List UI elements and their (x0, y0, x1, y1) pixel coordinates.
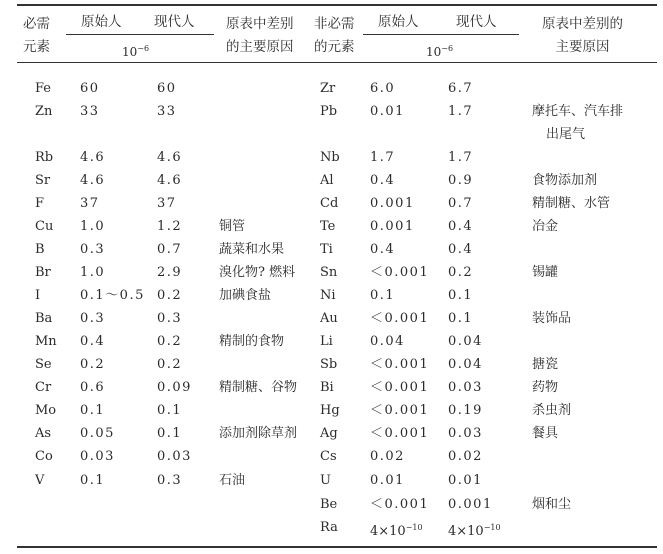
header-reason-left (226, 13, 294, 59)
primitive-value: 33 (80, 104, 100, 119)
element-cell: V (35, 473, 45, 488)
primitive-value: 4.6 (80, 150, 106, 165)
modern-value: 0.2 (157, 288, 183, 303)
element-cell: Nb (320, 150, 340, 165)
modern-value: 0.03 (157, 449, 192, 464)
header-underline-right (363, 34, 519, 35)
primitive-value: ＜0.001 (370, 403, 430, 418)
table-top-rule (17, 4, 657, 6)
reason-cell: 搪瓷 (532, 357, 559, 372)
primitive-value: 0.02 (370, 449, 405, 464)
reason-cell: 食物添加剂 (532, 173, 598, 188)
modern-value: 0.03 (448, 426, 483, 441)
modern-value: 0.04 (448, 357, 483, 372)
reason-cell: 石油 (219, 473, 246, 488)
reason-cell-line2: 出尾气 (546, 127, 586, 142)
header-underline-left (66, 34, 214, 35)
primitive-value: ＜0.001 (370, 265, 430, 280)
header-reason-right-line1: 原表中差别的 (542, 16, 623, 32)
modern-value: 4.6 (157, 150, 183, 165)
ra-primitive-base: 4×10 (370, 524, 406, 539)
element-cell: I (35, 288, 41, 303)
header-primitive-right: 原始人 (378, 14, 419, 30)
reason-cell: 烟和尘 (532, 497, 572, 512)
primitive-value: 0.1 (80, 473, 106, 488)
element-cell: Zr (320, 81, 336, 96)
primitive-value: 0.05 (80, 426, 115, 441)
modern-value: 0.19 (448, 403, 483, 418)
modern-value: 0.1 (157, 426, 183, 441)
primitive-value: 0.2 (80, 357, 106, 372)
reason-cell: 添加剂除草剂 (219, 426, 298, 441)
modern-value: 0.2 (448, 265, 474, 280)
element-cell: Bi (320, 380, 334, 395)
element-cell: Rb (35, 150, 54, 165)
primitive-value: ＜0.001 (370, 311, 430, 326)
header-primitive: 原始人 (81, 14, 122, 30)
header-reason-left-line1: 原表中差别 (226, 16, 294, 32)
header-element-label (23, 13, 50, 59)
element-cell: Cr (35, 380, 52, 395)
modern-value: 1.7 (448, 104, 474, 119)
element-cell: As (35, 426, 52, 441)
primitive-value: 0.4 (370, 242, 396, 257)
element-cell: Te (320, 219, 336, 234)
ra-primitive (370, 520, 423, 540)
header-reason-left-line2: 的主要原因 (226, 39, 294, 55)
element-cell: Br (35, 265, 51, 280)
reason-cell: 溴化物? 燃料 (219, 265, 296, 280)
element-cell: Ag (320, 426, 338, 441)
element-cell: Mo (35, 403, 57, 418)
primitive-value: 0.01 (370, 473, 405, 488)
element-cell: Li (320, 334, 333, 349)
header-reason-right (542, 13, 623, 59)
modern-value: 6.7 (448, 81, 474, 96)
element-cell: U (320, 473, 331, 488)
element-cell: Mn (35, 334, 57, 349)
ra-modern-base: 4×10 (448, 524, 484, 539)
element-cell: Sn (320, 265, 338, 280)
ra-modern-exp: −10 (483, 523, 501, 532)
modern-value: 0.3 (157, 473, 183, 488)
modern-value: 0.1 (448, 311, 474, 326)
primitive-value: ＜0.001 (370, 357, 430, 372)
modern-value: 0.2 (157, 357, 183, 372)
element-cell: B (35, 242, 45, 257)
modern-value: 0.04 (448, 334, 483, 349)
modern-value: 0.01 (448, 473, 483, 488)
primitive-value: 0.04 (370, 334, 405, 349)
reason-cell: 药物 (532, 380, 559, 395)
header-modern: 现代人 (154, 14, 195, 30)
element-cell: Cd (320, 196, 339, 211)
header-element-line1: 必需 (23, 16, 50, 32)
element-cell: Co (35, 449, 53, 464)
element-cell: Sr (35, 173, 51, 188)
modern-value: 0.001 (448, 497, 493, 512)
reason-cell: 精制糖、水管 (532, 196, 611, 211)
primitive-value: 0.03 (80, 449, 115, 464)
modern-value: 0.4 (448, 242, 474, 257)
primitive-value: 0.4 (370, 173, 396, 188)
reason-cell: 杀虫剂 (532, 403, 572, 418)
modern-value: 0.9 (448, 173, 474, 188)
primitive-value: 0.001 (370, 219, 415, 234)
reason-cell: 铜管 (219, 219, 246, 234)
header-nonessential-line1: 非必需 (314, 16, 355, 32)
primitive-value: 1.0 (80, 219, 106, 234)
reason-cell: 锡罐 (532, 265, 559, 280)
ra-modern (448, 520, 501, 540)
element-cell: Se (35, 357, 52, 372)
element-cell: Pb (320, 104, 338, 119)
primitive-value: 1.0 (80, 265, 106, 280)
element-cell: Cs (320, 449, 337, 464)
modern-value: 0.7 (448, 196, 474, 211)
element-cell: Ti (320, 242, 333, 257)
reason-cell: 摩托车、汽车排 (532, 104, 624, 119)
element-cell: Fe (35, 81, 52, 96)
element-cell: Al (320, 173, 334, 188)
modern-value: 0.2 (157, 334, 183, 349)
modern-value: 0.3 (157, 311, 183, 326)
primitive-value: ＜0.001 (370, 497, 430, 512)
element-cell: Au (320, 311, 338, 326)
unit-base: 10 (122, 45, 138, 59)
primitive-value: 0.1～0.5 (80, 288, 145, 303)
element-cell: Sb (320, 357, 338, 372)
primitive-value: 60 (80, 81, 100, 96)
primitive-value: ＜0.001 (370, 426, 430, 441)
modern-value: 2.9 (157, 265, 183, 280)
element-cell: Hg (320, 403, 340, 418)
modern-value: 0.03 (448, 380, 483, 395)
modern-value: 37 (157, 196, 177, 211)
primitive-value: 0.01 (370, 104, 405, 119)
reason-cell: 精制的食物 (219, 334, 285, 349)
element-cell: Zn (35, 104, 53, 119)
primitive-value: 0.1 (370, 288, 396, 303)
element-cell: F (35, 196, 45, 211)
reason-cell: 冶金 (532, 219, 559, 234)
reason-cell: 精制糖、谷物 (219, 380, 298, 395)
modern-value: 0.4 (448, 219, 474, 234)
modern-value: 0.09 (157, 380, 192, 395)
ra-primitive-exp: −10 (405, 523, 423, 532)
header-bottom-rule (17, 62, 657, 63)
header-modern-right: 现代人 (456, 14, 497, 30)
modern-value: 0.1 (157, 403, 183, 418)
element-cell: Ba (35, 311, 53, 326)
primitive-value: 1.7 (370, 150, 396, 165)
header-nonessential-label (314, 13, 355, 59)
header-unit-left (122, 41, 149, 60)
reason-cell: 餐具 (532, 426, 559, 441)
primitive-value: 6.0 (370, 81, 396, 96)
modern-value: 0.02 (448, 449, 483, 464)
primitive-value: 4.6 (80, 173, 106, 188)
modern-value: 0.1 (448, 288, 474, 303)
primitive-value: 0.4 (80, 334, 106, 349)
modern-value: 1.7 (448, 150, 474, 165)
header-nonessential-line2: 的元素 (314, 39, 355, 55)
primitive-value: 0.001 (370, 196, 415, 211)
element-cell: Be (320, 497, 338, 512)
element-cell: Cu (35, 219, 54, 234)
table-bottom-rule (17, 546, 657, 548)
element-cell: Ni (320, 288, 336, 303)
primitive-value: ＜0.001 (370, 380, 430, 395)
reason-cell: 装饰品 (532, 311, 572, 326)
header-reason-right-line2: 主要原因 (555, 39, 610, 55)
primitive-value: 0.3 (80, 242, 106, 257)
primitive-value: 0.1 (80, 403, 106, 418)
modern-value: 33 (157, 104, 177, 119)
primitive-value: 0.3 (80, 311, 106, 326)
primitive-value: 37 (80, 196, 100, 211)
modern-value: 60 (157, 81, 177, 96)
unit-exp: −6 (137, 44, 150, 53)
header-element-line2: 元素 (23, 39, 50, 55)
modern-value: 0.7 (157, 242, 183, 257)
header-unit-right (426, 41, 453, 60)
reason-cell: 加碘食盐 (219, 288, 272, 303)
unit-exp-right: −6 (441, 44, 454, 53)
unit-base-right: 10 (426, 45, 442, 59)
ra-element: Ra (320, 520, 338, 535)
primitive-value: 0.6 (80, 380, 106, 395)
modern-value: 1.2 (157, 219, 183, 234)
reason-cell: 蔬菜和水果 (219, 242, 285, 257)
modern-value: 4.6 (157, 173, 183, 188)
